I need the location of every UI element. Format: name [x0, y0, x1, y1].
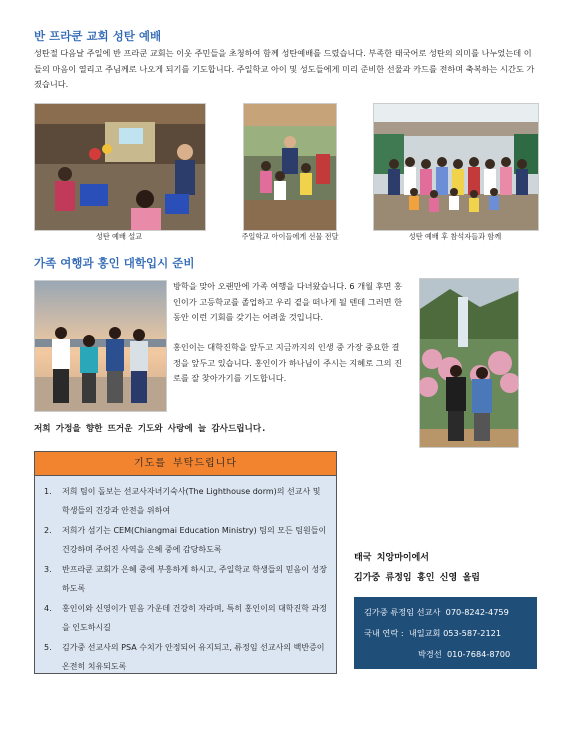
prayer-list [35, 482, 336, 676]
prayer-item-text: 홍인이와 신영이가 믿음 가운데 건강히 자라며, 특히 홍인이의 대학진학 과정을 인도하시길 [62, 604, 327, 632]
prayer-item-num: 4. [44, 604, 52, 613]
section-title-christmas: 반 프라쿤 교회 성탄 예배 [34, 29, 162, 43]
prayer-item [35, 599, 336, 637]
contact-row-missionaries [364, 607, 509, 618]
caption-group: 성탄 예배 후 참석자들과 함께 [408, 232, 502, 241]
family-paragraph-2: 홍인이는 대학진학을 앞두고 지금까지의 인생 중 가장 중요한 결정을 앞두고 있습니다. 홍인이가 하나님이 주시는 지혜로 그의 진로를 잘 찾아가기를 기도합니다. [173, 342, 403, 383]
contact-box [354, 597, 537, 669]
prayer-item-num: 2. [44, 526, 52, 535]
prayer-item-num: 3. [44, 565, 52, 574]
contact-label: 국내 연락 : [364, 628, 404, 638]
photo-christmas-sermon [34, 103, 206, 231]
photo-group [373, 103, 539, 231]
contact-phone: 070-8242-4759 [445, 607, 509, 617]
prayer-request-box [34, 451, 337, 674]
family-paragraph-1: 방학을 맞아 오랜만에 가족 여행을 다녀왔습니다. 6 개월 후면 홍인이가 고등학교를 졸업하고 우리 곁을 떠나게 될 텐데 그러면 한동안 이런 기회를 갖기는 어려울 것입니다. [173, 281, 403, 322]
contact-phone: 053-587-2121 [443, 628, 502, 638]
prayer-item-num: 1. [44, 487, 52, 496]
prayer-item [35, 482, 336, 520]
photo-father-son [419, 278, 519, 448]
prayer-item-text: 김가중 선교사의 PSA 수치가 안정되어 유지되고, 류정임 선교사의 백반증이 온전히 치유되도록 [62, 643, 325, 671]
prayer-item [35, 638, 336, 676]
caption-sermon: 성탄 예배 설교 [95, 232, 143, 241]
prayer-header: 기도를 부탁드립니다 [35, 452, 336, 476]
photo-family-beach [34, 280, 167, 412]
prayer-item [35, 521, 336, 559]
signature-place: 태국 치앙마이에서 [354, 553, 429, 563]
prayer-item-num: 5. [44, 643, 52, 652]
christmas-paragraph: 성탄절 다음날 주일에 반 프라쿤 교회는 이웃 주민들을 초청하여 함께 성탄예배를 드렸습니다. 부족한 태국어로 성탄의 의미를 나누었는데 이들의 마음이 열리고 주님께로 나오게 되기를 기도합니다. 주일학교 아이 및 성도들에게 미리 준비한 선물과 카드를 전하며 축복하는 시간도 가졌습니다. [34, 48, 535, 89]
photo-gift-giving [243, 103, 337, 231]
contact-name: 김가중 류정임 선교사 [364, 607, 441, 617]
caption-gifts: 주일학교 아이들에게 선물 전달 [241, 232, 339, 241]
prayer-item-text: 저희가 섬기는 CEM(Chiangmai Education Ministry) 팀의 모든 팀원들이 건강하며 주어진 사역을 은혜 중에 감당하도록 [62, 526, 327, 554]
prayer-item-text: 저희 팀이 돌보는 선교사자녀기숙사(The Lighthouse dorm)의 선교사 및 학생들의 건강과 안전을 위하여 [62, 487, 321, 515]
contact-row-church [364, 628, 501, 639]
signature-names: 김가중 류정임 홍인 신영 올림 [354, 573, 481, 583]
prayer-item-text: 반프라쿤 교회가 은혜 중에 부흥하게 하시고, 주일학교 학생들의 믿음이 성장하도록 [62, 565, 327, 593]
contact-row-person [418, 649, 510, 660]
contact-name: 박경선 [418, 649, 442, 659]
thanks-message: 저희 가정을 향한 뜨거운 기도와 사랑에 늘 감사드립니다. [34, 424, 267, 434]
prayer-item [35, 560, 336, 598]
contact-name: 내일교회 [408, 628, 441, 638]
contact-phone: 010-7684-8700 [446, 649, 511, 659]
section-title-family: 가족 여행과 홍인 대학입시 준비 [34, 256, 195, 270]
